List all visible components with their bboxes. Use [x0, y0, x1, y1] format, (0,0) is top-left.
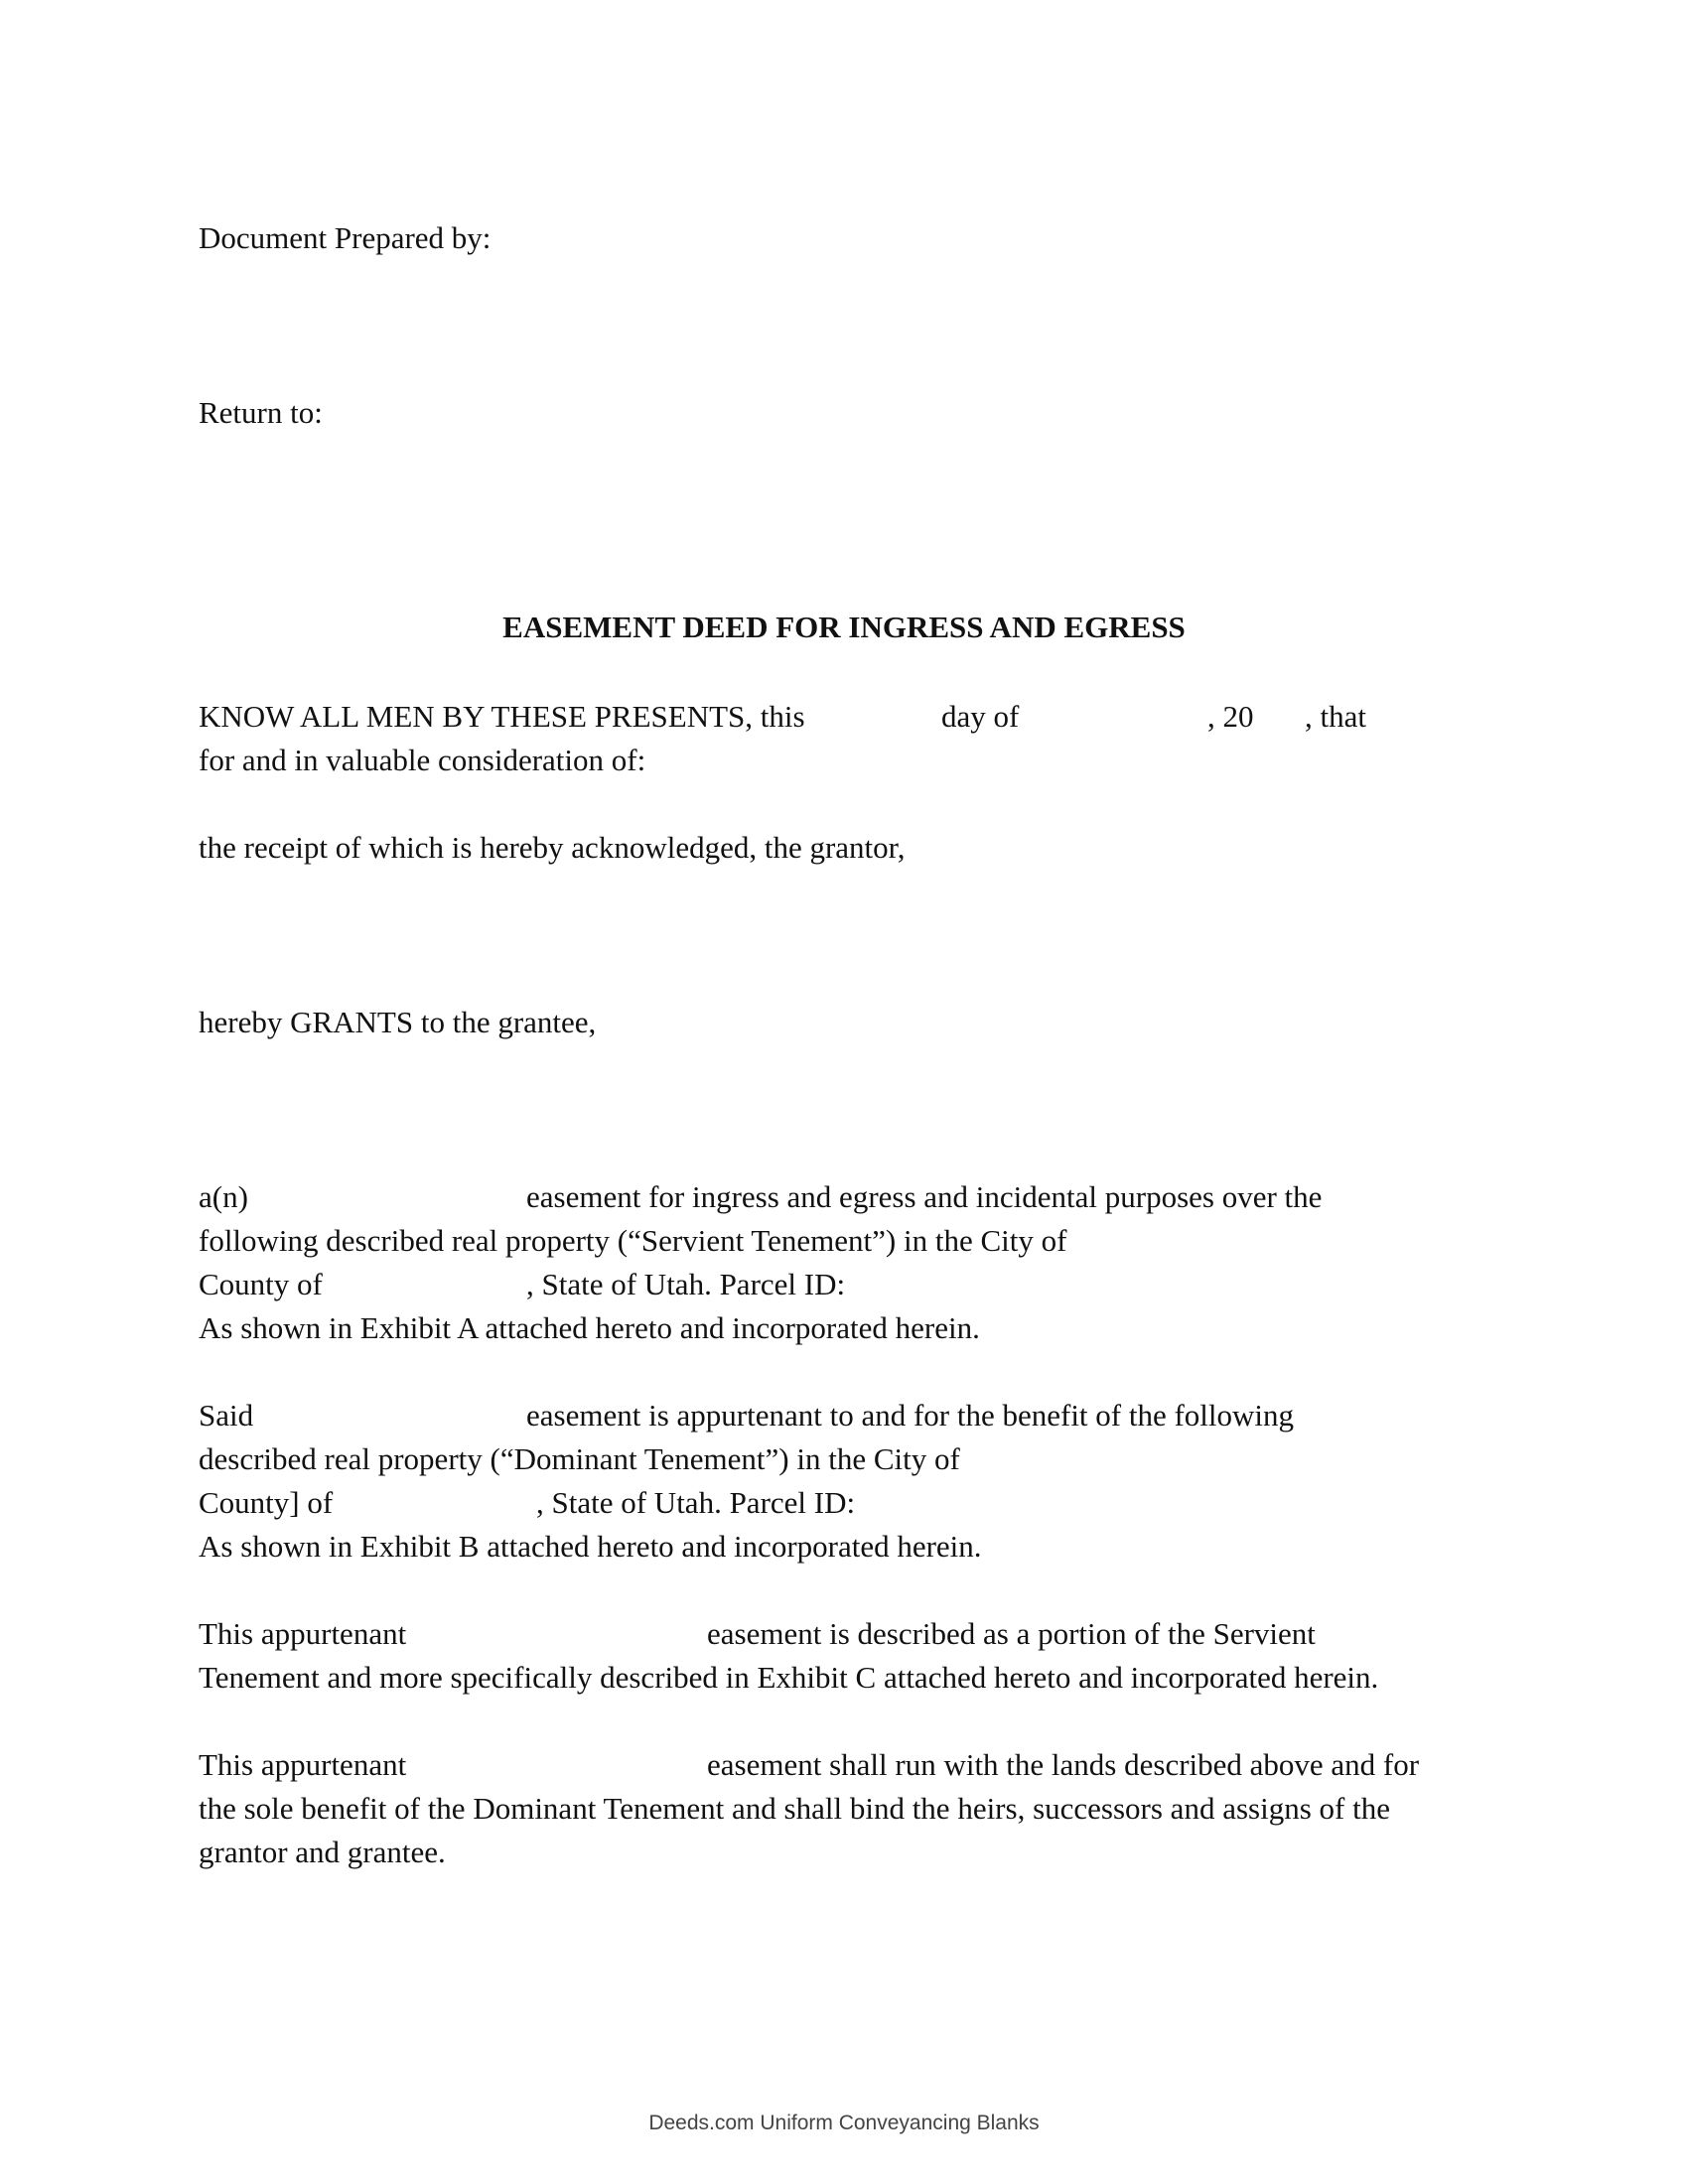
prepared-by-label: Document Prepared by: [199, 220, 492, 255]
servient-a-n: a(n) [199, 1179, 248, 1214]
servient-county-of: County of [199, 1267, 323, 1301]
servient-exhibit: As shown in Exhibit A attached hereto and incorporated herein. [199, 1310, 980, 1345]
dominant-said: Said [199, 1398, 254, 1433]
described-this-appurtenant: This appurtenant [199, 1616, 407, 1651]
runs-line3: grantor and grantee. [199, 1835, 446, 1869]
dominant-state: , State of Utah. Parcel ID: [536, 1485, 856, 1520]
intro-consideration: for and in valuable consideration of: [199, 743, 646, 777]
receipt-text: the receipt of which is hereby acknowledged, the grantor, [199, 830, 906, 865]
described-line1: easement is described as a portion of the Servient [707, 1616, 1316, 1651]
runs-line2: the sole benefit of the Dominant Tenement and shall bind the heirs, successors and assigns of the [199, 1791, 1390, 1826]
runs-line1: easement shall run with the lands described above and for [707, 1747, 1420, 1782]
servient-line1: easement for ingress and egress and incidental purposes over the [526, 1179, 1323, 1214]
grants-text: hereby GRANTS to the grantee, [199, 1005, 597, 1039]
intro-day-of: day of [941, 699, 1020, 734]
dominant-county-of: County] of [199, 1485, 334, 1520]
servient-state: , State of Utah. Parcel ID: [526, 1267, 846, 1301]
dominant-line1: easement is appurtenant to and for the benefit of the following [526, 1398, 1295, 1433]
intro-know-all: KNOW ALL MEN BY THESE PRESENTS, this [199, 699, 805, 734]
intro-year: , 20 [1207, 699, 1254, 734]
dominant-line2: described real property (“Dominant Tenement”) in the City of [199, 1441, 960, 1476]
intro-that: , that [1305, 699, 1366, 734]
described-line2: Tenement and more specifically described in Exhibit C attached hereto and incorporated herein. [199, 1660, 1379, 1695]
runs-this-appurtenant: This appurtenant [199, 1747, 407, 1782]
footer-text: Deeds.com Uniform Conveyancing Blanks [648, 2112, 1040, 2134]
return-to-label: Return to: [199, 395, 323, 430]
dominant-exhibit: As shown in Exhibit B attached hereto and incorporated herein. [199, 1529, 982, 1564]
servient-line2: following described real property (“Servient Tenement”) in the City of [199, 1223, 1067, 1258]
document-title: EASEMENT DEED FOR INGRESS AND EGRESS [502, 610, 1186, 644]
